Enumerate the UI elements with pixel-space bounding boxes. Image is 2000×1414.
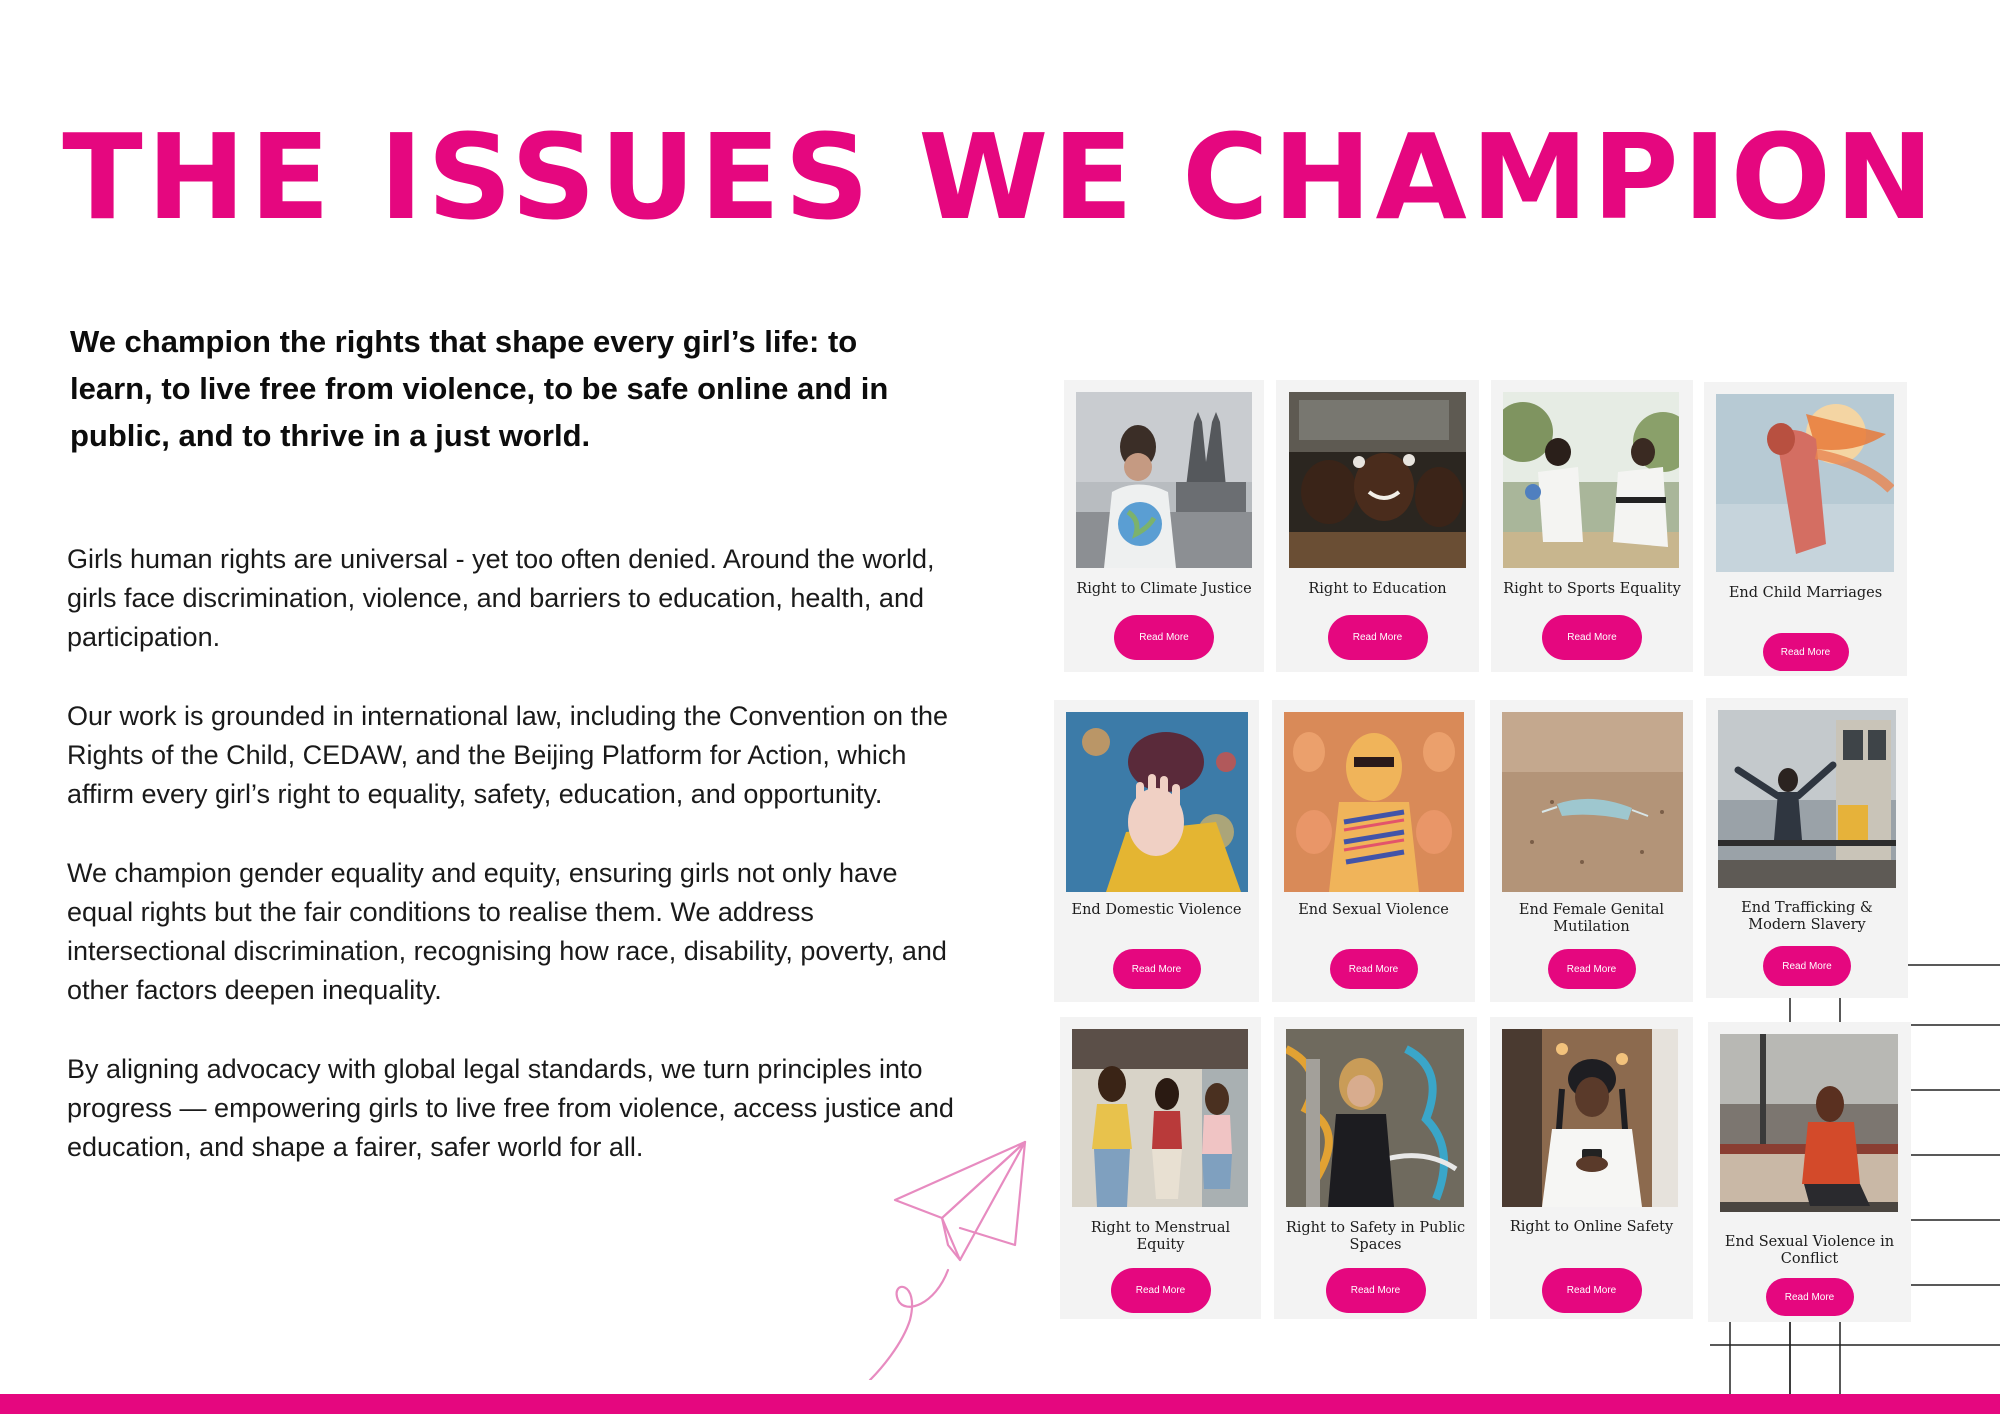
girl-scarf-sunlight-photo — [1716, 394, 1894, 572]
issue-card — [1272, 700, 1475, 1002]
lead-statement: We champion the rights that shape every girl’s life: to learn, to live free from violence, to be safe online and in public, and to thrive in a just world. — [70, 324, 889, 453]
issue-card — [1060, 1017, 1261, 1319]
read-more-button[interactable]: Read More — [1328, 615, 1428, 660]
paper-plane-icon — [850, 1130, 1040, 1380]
read-more-button[interactable]: Read More — [1542, 615, 1642, 660]
body-copy — [67, 540, 967, 1207]
card-title: End Domestic Violence — [1071, 902, 1242, 918]
children-classroom-photo — [1289, 392, 1466, 568]
page-title: THE ISSUES WE CHAMPION — [62, 108, 1938, 246]
card-title: End Sexual Violence in Conflict — [1724, 1234, 1895, 1267]
read-more-button[interactable]: Read More — [1326, 1268, 1426, 1313]
card-title: Right to Sports Equality — [1503, 581, 1681, 597]
issue-card — [1274, 1017, 1477, 1319]
card-title: Right to Menstrual Equity — [1090, 1220, 1231, 1253]
issue-card — [1491, 380, 1693, 672]
read-more-button[interactable]: Read More — [1111, 1268, 1211, 1313]
issue-card — [1054, 700, 1259, 1002]
woman-arms-open-photo — [1718, 710, 1896, 888]
karate-girls-photo — [1503, 392, 1679, 568]
read-more-button[interactable]: Read More — [1763, 946, 1851, 986]
footer-bar — [0, 1394, 2000, 1414]
girl-with-phone-photo — [1502, 1029, 1678, 1207]
read-more-button[interactable]: Read More — [1330, 949, 1418, 989]
card-title: Right to Climate Justice — [1076, 581, 1252, 597]
body-paragraph: Girls human rights are universal - yet too often denied. Around the world, girls face discrimination, violence, and barriers to education, health, and participation. — [67, 544, 935, 652]
read-more-button[interactable]: Read More — [1113, 949, 1201, 989]
issue-card — [1706, 698, 1908, 998]
card-title: Right to Online Safety — [1509, 1219, 1674, 1235]
mask-on-ground-photo — [1502, 712, 1683, 892]
card-title: End Sexual Violence — [1298, 902, 1449, 918]
body-paragraph: We champion gender equality and equity, ensuring girls not only have equal rights but the fair conditions to realise them. We address intersectional discrimination, recognising how race, disability, poverty, and other factors deepen inequality. — [67, 858, 947, 1005]
read-more-button[interactable]: Read More — [1763, 633, 1849, 671]
read-more-button[interactable]: Read More — [1766, 1278, 1854, 1316]
card-title: End Trafficking & Modern Slavery — [1741, 900, 1873, 933]
issue-card — [1708, 1022, 1911, 1322]
read-more-button[interactable]: Read More — [1548, 949, 1636, 989]
issue-card — [1276, 380, 1479, 672]
woman-sitting-street-photo — [1720, 1034, 1898, 1212]
issue-card — [1490, 1017, 1693, 1319]
read-more-button[interactable]: Read More — [1114, 615, 1214, 660]
read-more-button[interactable]: Read More — [1542, 1268, 1642, 1313]
three-girls-photo — [1072, 1029, 1248, 1207]
card-title: End Child Marriages — [1728, 585, 1883, 601]
card-title: Right to Education — [1308, 581, 1447, 597]
body-paragraph: Our work is grounded in international law, including the Convention on the Rights of the Child, CEDAW, and the Beijing Platform for Action, which affirm every girl’s right to equality, safety, education, and opportunity. — [67, 701, 949, 809]
body-paragraph: By aligning advocacy with global legal standards, we turn principles into progress — empowering girls to live free from violence, access justice and education, and shape a fairer, safer world for all. — [67, 1054, 954, 1162]
issue-card — [1064, 380, 1264, 672]
card-title: Right to Safety in Public Spaces — [1285, 1220, 1466, 1253]
card-title: End Female Genital Mutilation — [1518, 902, 1665, 935]
girl-graffiti-wall-photo — [1286, 1029, 1464, 1207]
climate-protest-photo — [1076, 392, 1252, 568]
issue-card — [1704, 382, 1907, 676]
issue-card — [1490, 700, 1693, 1002]
mannequins-justice-photo — [1284, 712, 1464, 892]
hand-on-window-photo — [1066, 712, 1248, 892]
